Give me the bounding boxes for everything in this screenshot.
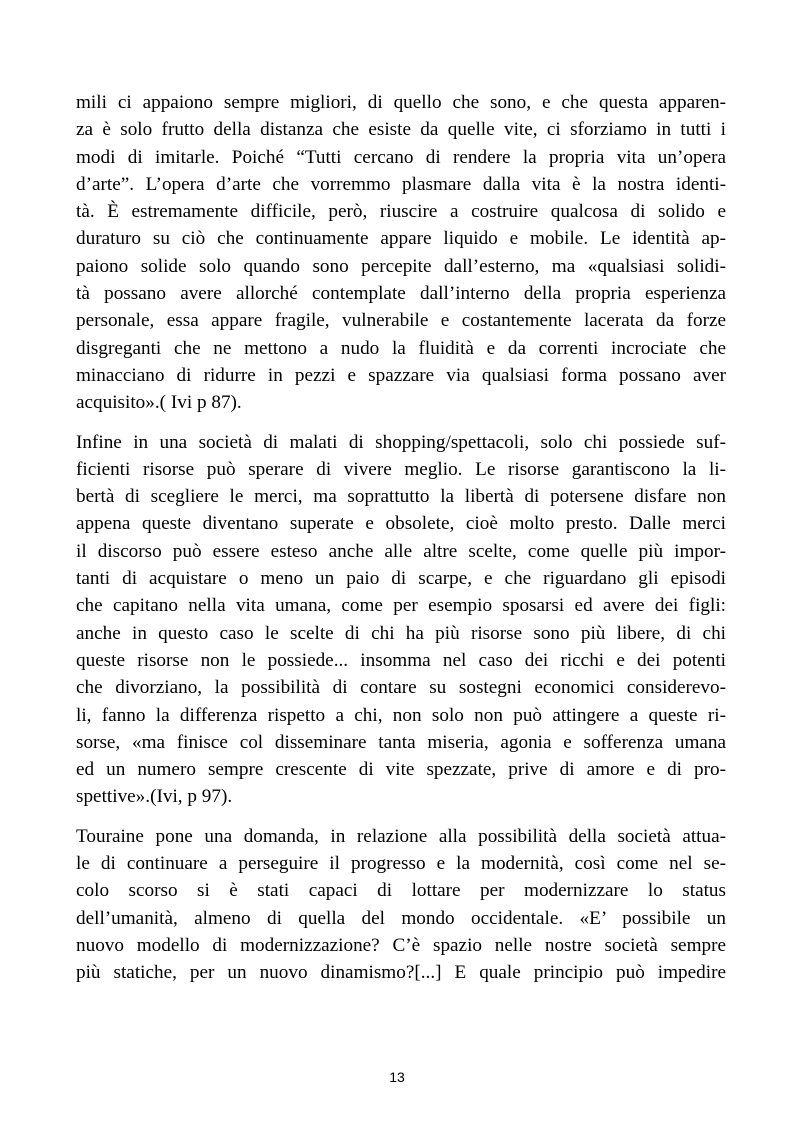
- text-line: d’arte”. L’opera d’arte che vorremmo plasmare dalla vita è la nostra identi-: [76, 173, 726, 195]
- text-line: li, fanno la differenza rispetto a chi, non solo non può attingere a queste ri-: [76, 704, 726, 726]
- text-line: dell’umanità, almeno di quella del mondo occidentale. «E’ possibile un: [76, 907, 726, 929]
- text-line: personale, essa appare fragile, vulnerabile e costantemente lacerata da forze: [76, 310, 726, 332]
- text-line: il discorso può essere esteso anche alle altre scelte, come quelle più impor-: [76, 540, 726, 562]
- text-line: duraturo su ciò che continuamente appare liquido e mobile. Le identità ap-: [76, 228, 726, 250]
- text-line: appena queste diventano superate e obsolete, cioè molto presto. Dalle merci: [76, 513, 726, 535]
- text-line: mili ci appaiono sempre migliori, di quello che sono, e che questa apparen-: [76, 92, 726, 113]
- text-line: queste risorse non le possiede... insomma nel caso dei ricchi e dei potenti: [76, 649, 726, 671]
- text-line: za è solo frutto della distanza che esiste da quelle vite, ci sforziamo in tutti i: [76, 119, 726, 141]
- text-line: nuovo modello di modernizzazione? C’è spazio nelle nostre società sempre: [76, 934, 726, 956]
- text-line: disgreganti che ne mettono a nudo la fluidità e da correnti incrociate che: [76, 337, 726, 359]
- paragraph-2: [76, 429, 726, 811]
- paragraph-1: [76, 89, 726, 417]
- text-line: sorse, «ma finisce col disseminare tanta miseria, agonia e sofferenza umana: [76, 731, 726, 753]
- text-line: tà. È estremamente difficile, però, riuscire a costruire qualcosa di solido e: [76, 201, 726, 223]
- text-line: che capitano nella vita umana, come per esempio sposarsi ed avere dei figli:: [76, 595, 726, 617]
- text-line: minacciano di ridurre in pezzi e spazzare via qualsiasi forma possano aver: [76, 364, 726, 386]
- body-text: [76, 89, 726, 999]
- text-line: paiono solide solo quando sono percepite dall’esterno, ma «qualsiasi solidi-: [76, 255, 726, 277]
- text-line: spettive».(Ivi, p 97).: [76, 786, 233, 808]
- text-line: tà possano avere allorché contemplate dall’interno della propria esperienza: [76, 283, 726, 305]
- page-number: 13: [389, 1069, 405, 1085]
- text-line: più statiche, per un nuovo dinamismo?[...] E quale principio può impedire: [76, 962, 726, 984]
- text-line: ficienti risorse può sperare di vivere meglio. Le risorse garantiscono la li-: [76, 458, 726, 480]
- text-line: colo scorso si è stati capaci di lottare per modernizzare lo status: [76, 880, 726, 902]
- text-line: acquisito».( Ivi p 87).: [76, 392, 242, 414]
- text-line: le di continuare a perseguire il progresso e la modernità, così come nel se-: [76, 853, 726, 875]
- text-line: tanti di acquistare o meno un paio di scarpe, e che riguardano gli episodi: [76, 568, 726, 590]
- text-line: Touraine pone una domanda, in relazione alla possibilità della società attua-: [76, 825, 726, 847]
- text-line: modi di imitarle. Poiché “Tutti cercano di rendere la propria vita un’opera: [76, 146, 726, 168]
- paragraph-3: [76, 823, 726, 987]
- text-line: bertà di scegliere le merci, ma soprattutto la libertà di potersene disfare non: [76, 486, 726, 508]
- text-line: che divorziano, la possibilità di contare su sostegni economici considerevo-: [76, 677, 726, 699]
- text-line: anche in questo caso le scelte di chi ha più risorse sono più libere, di chi: [76, 622, 726, 644]
- text-line: Infine in una società di malati di shopping/spettacoli, solo chi possiede suf-: [76, 431, 726, 453]
- text-line: ed un numero sempre crescente di vite spezzate, prive di amore e di pro-: [76, 759, 726, 781]
